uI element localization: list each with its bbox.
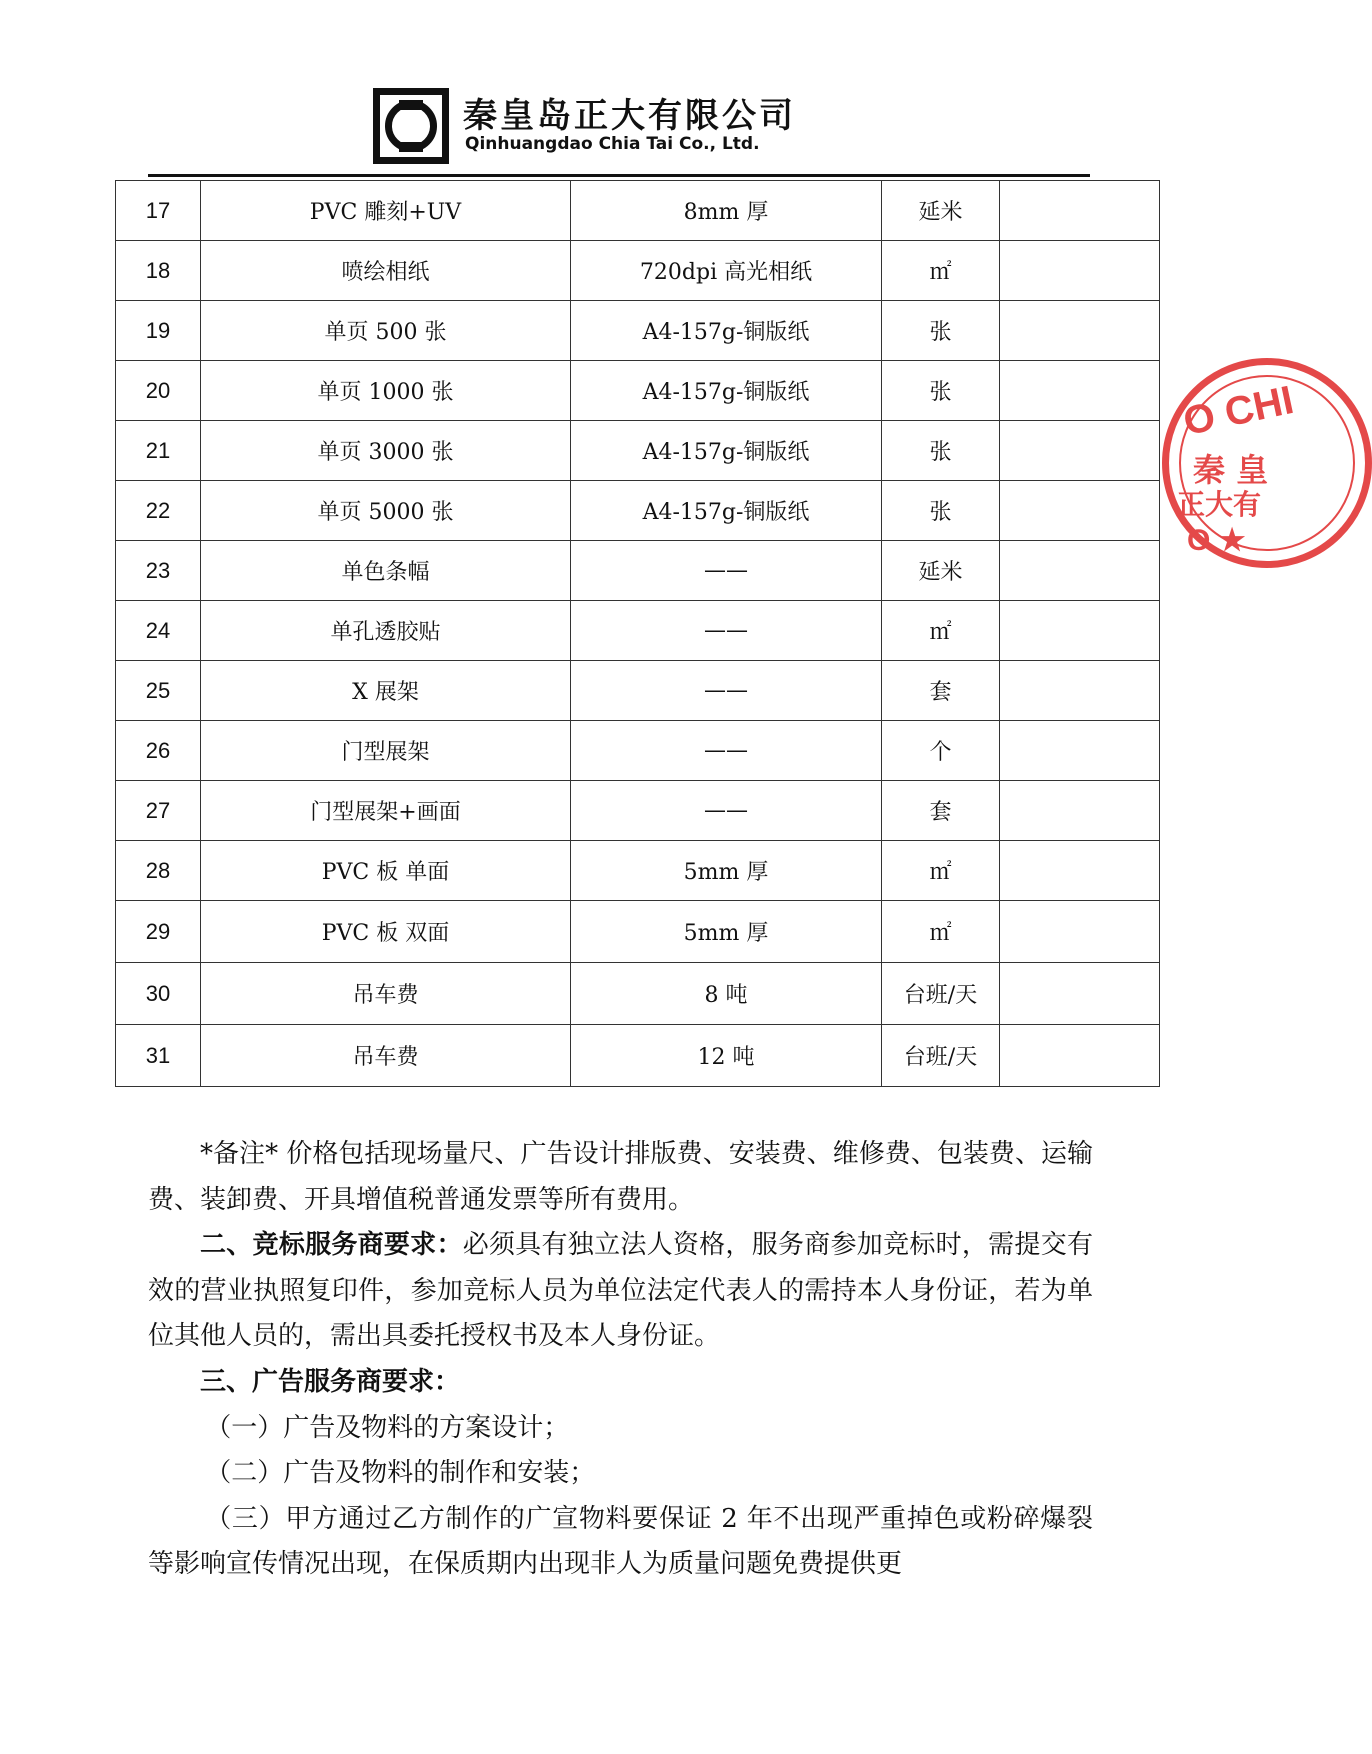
cell-item-name: 单色条幅 [201,541,571,601]
table-row [116,661,1160,721]
section2-title: 二、竞标服务商要求： [200,1230,463,1261]
cell-spec: A4-157g-铜版纸 [571,481,882,541]
cell-unit: 套 [882,781,1000,841]
company-name-cn: 秦皇岛正大有限公司 [463,96,796,136]
cell-no: 30 [116,963,201,1025]
cell-item-name: 喷绘相纸 [201,241,571,301]
company-seal-stamp [1162,358,1372,568]
cell-spec: 5mm 厚 [571,841,882,901]
cell-no: 24 [116,601,201,661]
cell-price [1000,721,1160,781]
section2-body: 必须具有独立法人资格，服务商参加竞标时，需提交有效的营业执照复印件，参加竞标人员为单位法定代表人的需持本人身份证，若为单位其他人员的，需出具委托授权书及本人身份证。 [148,1230,1093,1352]
cell-price [1000,841,1160,901]
cell-item-name: PVC 板 双面 [201,901,571,963]
cell-item-name: 单页 5000 张 [201,481,571,541]
cell-no: 19 [116,301,201,361]
cell-price [1000,301,1160,361]
cell-item-name: 单孔透胶贴 [201,601,571,661]
section3-title-paragraph [148,1360,1093,1406]
cell-spec: A4-157g-铜版纸 [571,301,882,361]
cell-price [1000,241,1160,301]
cell-no: 21 [116,421,201,481]
cell-no: 25 [116,661,201,721]
cell-spec: —— [571,601,882,661]
cell-no: 18 [116,241,201,301]
cell-no: 17 [116,181,201,241]
table-row [116,841,1160,901]
cell-no: 23 [116,541,201,601]
cell-unit: ㎡ [882,841,1000,901]
table-row [116,721,1160,781]
cell-spec: 12 吨 [571,1025,882,1087]
cell-unit: 个 [882,721,1000,781]
cell-price [1000,901,1160,963]
cell-unit: 张 [882,481,1000,541]
cell-no: 26 [116,721,201,781]
table-row [116,481,1160,541]
section2-paragraph [148,1223,1093,1360]
cell-price [1000,963,1160,1025]
remark-paragraph: *备注* 价格包括现场量尺、广告设计排版费、安装费、维修费、包装费、运输费、装卸费、开具增值税普通发票等所有费用。 [148,1139,1093,1215]
table-row [116,901,1160,963]
cell-price [1000,181,1160,241]
cell-spec: —— [571,661,882,721]
section3-title: 三、广告服务商要求： [200,1366,461,1397]
cell-item-name: 单页 3000 张 [201,421,571,481]
table-row [116,963,1160,1025]
table-row [116,241,1160,301]
cell-no: 28 [116,841,201,901]
cell-item-name: 吊车费 [201,1025,571,1087]
cell-spec: 5mm 厚 [571,901,882,963]
cell-price [1000,661,1160,721]
table-row [116,421,1160,481]
cell-no: 27 [116,781,201,841]
cell-spec: A4-157g-铜版纸 [571,421,882,481]
cell-unit: 张 [882,301,1000,361]
cell-unit: ㎡ [882,901,1000,963]
header-divider [148,174,1090,177]
cell-price [1000,481,1160,541]
table-row [116,781,1160,841]
cell-spec: 8 吨 [571,963,882,1025]
cell-item-name: 门型展架 [201,721,571,781]
cell-price [1000,781,1160,841]
cell-item-name: PVC 雕刻+UV [201,181,571,241]
cell-unit: 台班/天 [882,1025,1000,1087]
cell-no: 31 [116,1025,201,1087]
cell-unit: 延米 [882,181,1000,241]
cell-unit: 张 [882,361,1000,421]
cell-no: 29 [116,901,201,963]
cell-item-name: PVC 板 单面 [201,841,571,901]
seal-text-cn-2: 正大有 [1177,488,1262,521]
cell-price [1000,421,1160,481]
cell-no: 20 [116,361,201,421]
cell-no: 22 [116,481,201,541]
cell-spec: —— [571,541,882,601]
table-row [116,1025,1160,1087]
seal-text-en: O CHI [1179,377,1298,445]
cell-price [1000,541,1160,601]
requirement-item-2: （二）广告及物料的制作和安装； [205,1458,596,1489]
cell-item-name: 吊车费 [201,963,571,1025]
cell-spec: 8mm 厚 [571,181,882,241]
cell-unit: ㎡ [882,601,1000,661]
cell-unit: 延米 [882,541,1000,601]
requirement-item-3: （三）甲方通过乙方制作的广宣物料要保证 2 年不出现严重掉色或粉碎爆裂等影响宣传情况出现，在保质期内出现非人为质量问题免费提供更 [148,1503,1093,1580]
table-row [116,601,1160,661]
cell-spec: —— [571,781,882,841]
cell-item-name: 门型展架+画面 [201,781,571,841]
seal-text-bottom: O ★ [1187,524,1246,557]
cell-unit: 张 [882,421,1000,481]
cell-unit: 台班/天 [882,963,1000,1025]
cell-item-name: 单页 1000 张 [201,361,571,421]
table-row [116,181,1160,241]
notes-section [148,1132,1093,1588]
seal-text-cn-1: 秦 皇 [1193,451,1269,489]
cell-price [1000,361,1160,421]
square-ring-logo-icon [373,88,449,164]
cell-item-name: X 展架 [201,661,571,721]
letterhead [0,0,1239,190]
table-row [116,361,1160,421]
cell-unit: 套 [882,661,1000,721]
table-row [116,301,1160,361]
cell-unit: ㎡ [882,241,1000,301]
cell-price [1000,1025,1160,1087]
cell-spec: 720dpi 高光相纸 [571,241,882,301]
cell-spec: A4-157g-铜版纸 [571,361,882,421]
cell-price [1000,601,1160,661]
cell-spec: —— [571,721,882,781]
price-table [115,180,1160,1087]
table-row [116,541,1160,601]
requirement-item-1: （一）广告及物料的方案设计； [205,1412,570,1443]
company-name-en: Qinhuangdao Chia Tai Co., Ltd. [465,134,760,154]
cell-item-name: 单页 500 张 [201,301,571,361]
